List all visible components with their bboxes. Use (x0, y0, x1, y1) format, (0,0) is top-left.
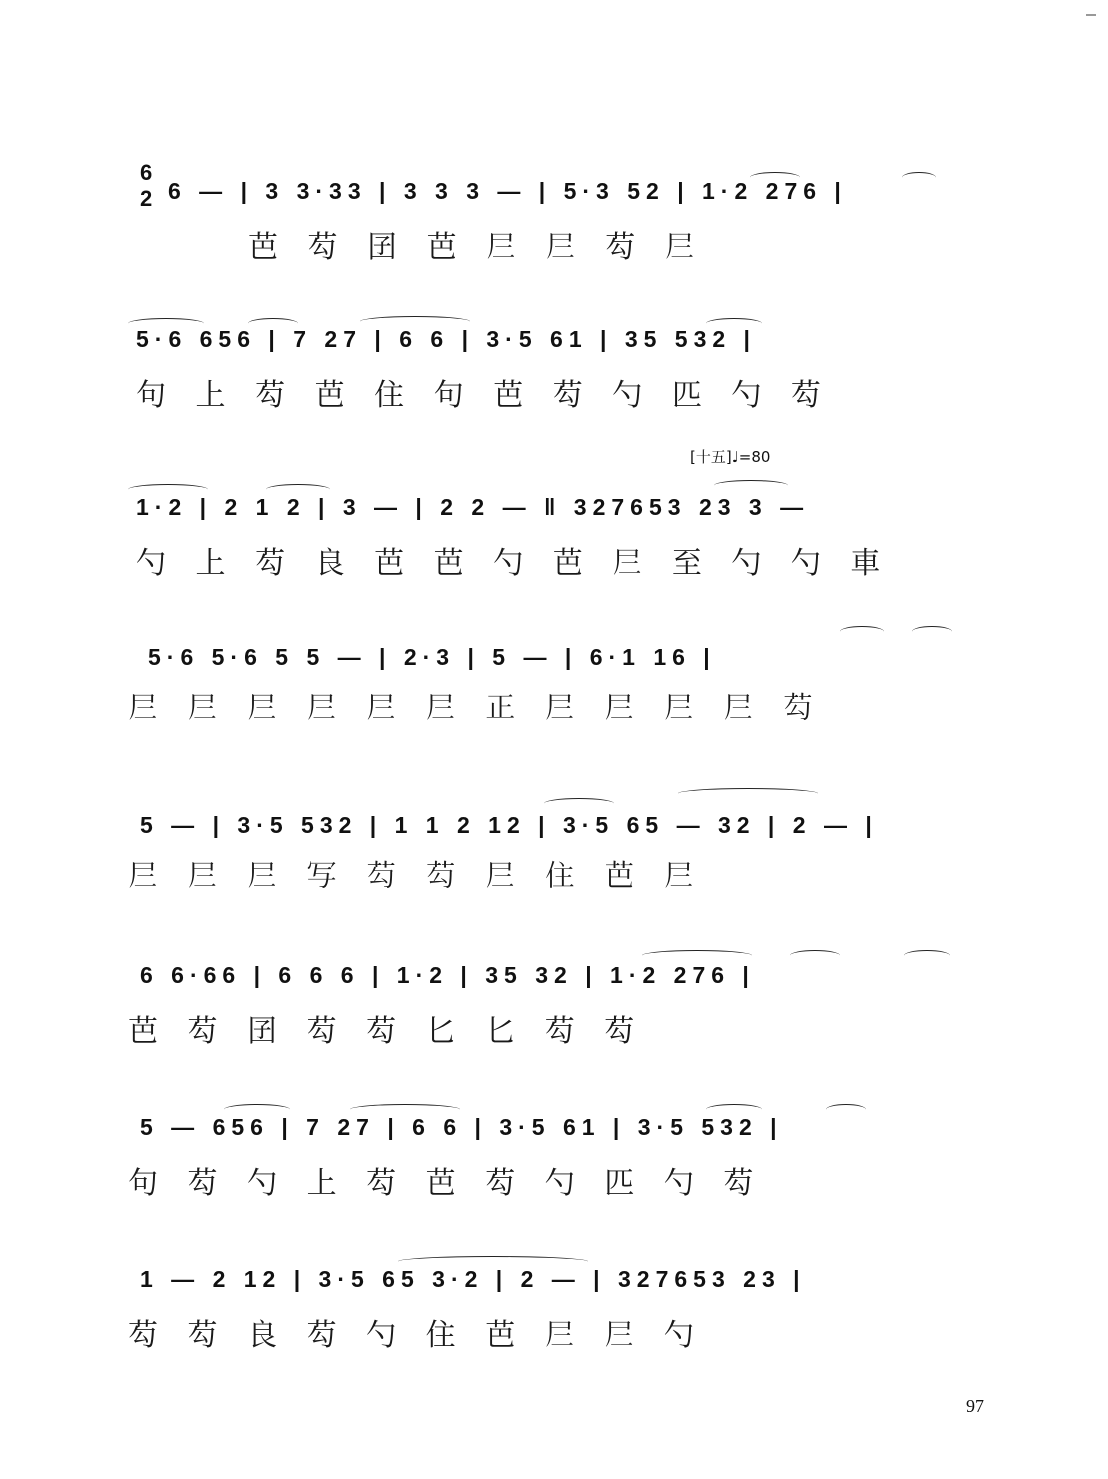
score-system-7 (128, 1096, 988, 1216)
slur (642, 950, 752, 961)
slur (840, 626, 884, 637)
score-system-8 (128, 1248, 988, 1368)
corner-mark (1086, 14, 1096, 16)
notation-line: 5 — 656 | 7 27 | 6 6 | 3·5 61 | 3·5 532 | (140, 1114, 783, 1140)
notation-line: 5 — | 3·5 532 | 1 1 2 12 | 3·5 65 — 32 | 2 — | (140, 812, 878, 838)
score-system-2 (128, 308, 988, 428)
score-system-1: 6 2 6 — | 3 3·33 | 3 3 3 — | 5·3 52 | 1·2 276 | 芭 芶 囝 芭 𡰥 𡰥 芶 𡰥 (128, 160, 988, 280)
notation-line: 1 — 2 12 | 3·5 65 3·2 | 2 — | 327653 23 | (140, 1266, 806, 1292)
tablature-line: 芶 芶 良 芶 勺 住 芭 𡰥 𡰥 勺 (128, 1318, 704, 1353)
notation-line: 1·2 | 2 1 2 | 3 — | 2 2 — ‖ 327653 23 3 — (136, 494, 810, 520)
tablature-line: 𡰥 𡰥 𡰥 写 芶 芶 𡰥 住 芭 𡰥 (128, 859, 704, 894)
slur (912, 626, 952, 637)
tablature-line: 𡰥 𡰥 𡰥 𡰥 𡰥 𡰥 正 𡰥 𡰥 𡰥 𡰥 芶 (128, 691, 823, 726)
score-system-6 (128, 944, 988, 1064)
notation-line: 5·6 656 | 7 27 | 6 6 | 3·5 61 | 35 532 | (136, 326, 756, 352)
slur (678, 788, 818, 799)
slur (826, 1104, 866, 1115)
slur (714, 480, 788, 491)
tablature-line: 句 上 芶 芭 住 句 芭 芶 勺 匹 勺 芶 (136, 378, 831, 413)
tablature-line: 勺 上 芶 良 芭 芭 勺 芭 𡰥 至 勺 勺 車 (136, 546, 891, 581)
tablature-line: 句 芶 勺 上 芶 芭 芶 勺 匹 勺 芶 (128, 1166, 764, 1201)
page-number: 97 (966, 1396, 984, 1416)
slur (904, 950, 950, 961)
tempo-mark: [十五]♩=80 (690, 448, 771, 466)
tablature-line: 芭 芶 囝 芶 芶 匕 匕 芶 芶 (128, 1014, 645, 1049)
notation-line: 6 — | 3 3·33 | 3 3 3 — | 5·3 52 | 1·2 276 | (168, 178, 847, 204)
score-system-4 (128, 626, 988, 746)
slur (544, 798, 614, 809)
slur (902, 172, 936, 183)
slur (790, 950, 840, 961)
score-system-5 (128, 794, 988, 914)
notation-line: 5·6 5·6 5 5 — | 2·3 | 5 — | 6·1 16 | (148, 644, 716, 670)
notation-line: 6 6·66 | 6 6 6 | 1·2 | 35 32 | 1·2 276 | (140, 962, 755, 988)
tablature-line: 芭 芶 囝 芭 𡰥 𡰥 芶 𡰥 (248, 230, 705, 265)
score-system-3 (128, 476, 988, 596)
